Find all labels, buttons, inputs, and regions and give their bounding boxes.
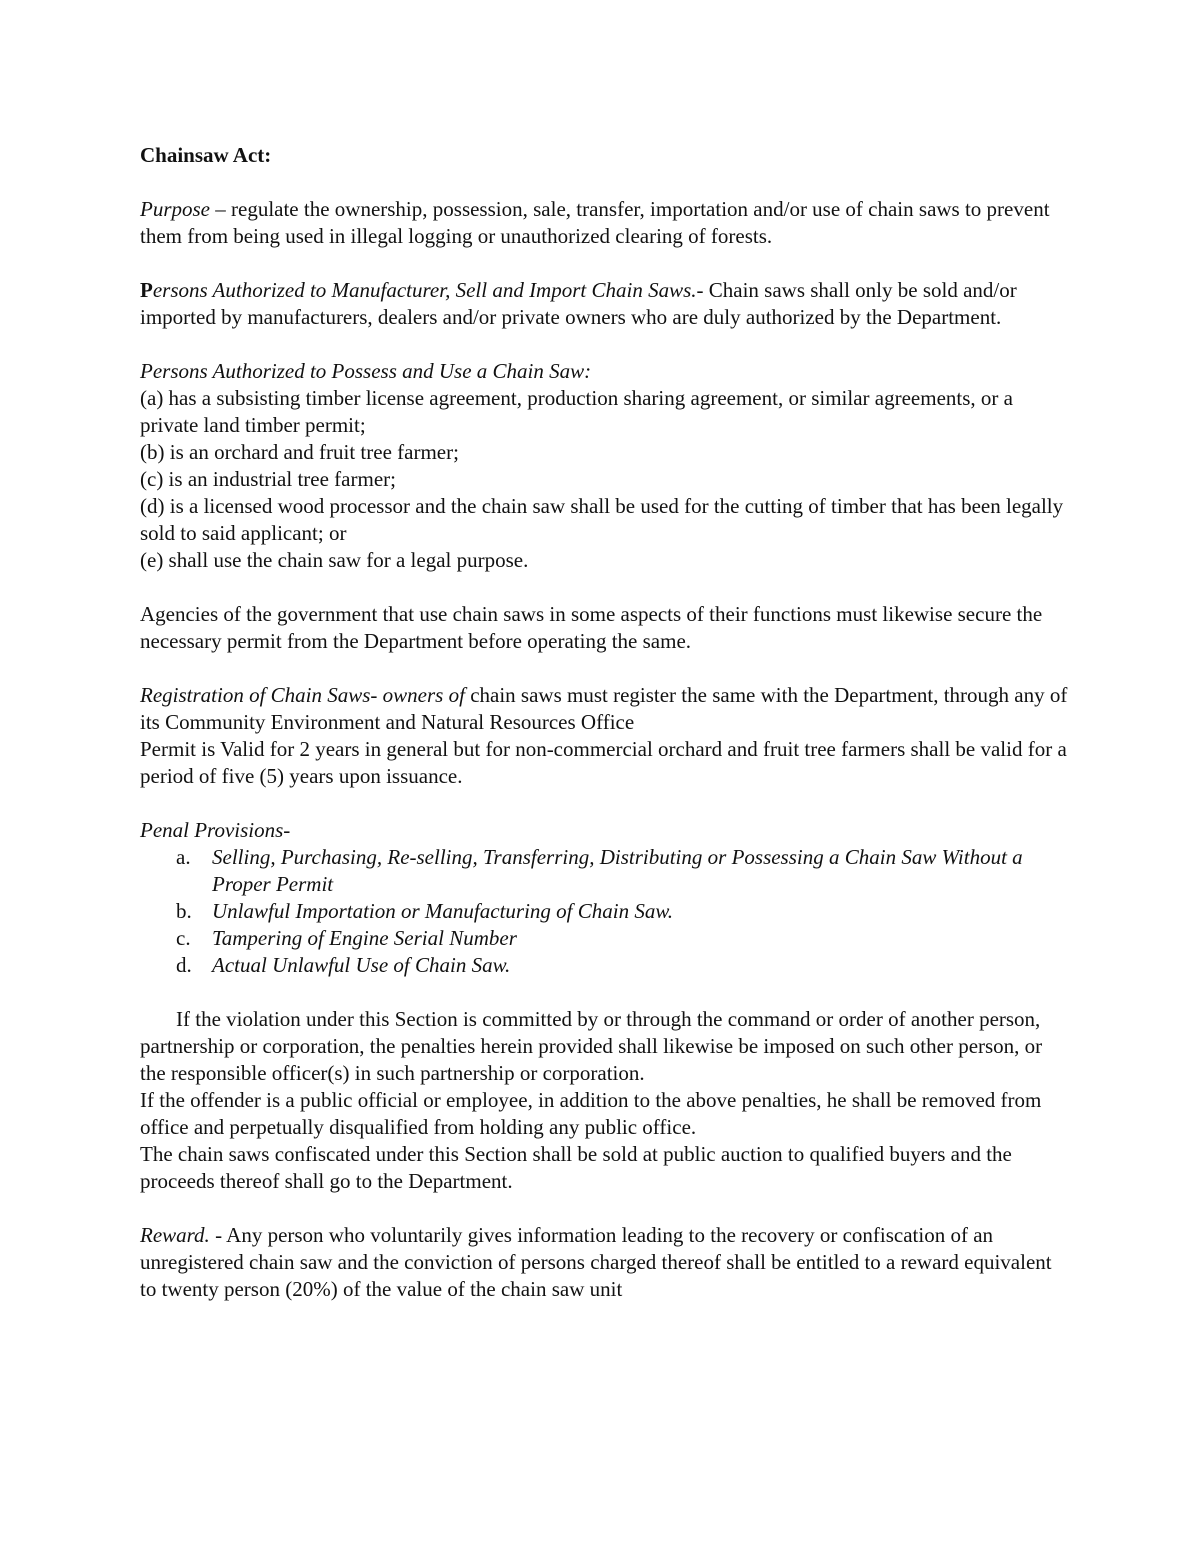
penal-item-text: Unlawful Importation or Manufacturing of Chain Saw. [212, 899, 674, 923]
registration-validity: Permit is Valid for 2 years in general but for non-commercial orchard and fruit tree farmers shall be valid for a period of five (5) years upon issuance. [140, 737, 1067, 788]
penal-item [140, 898, 1070, 925]
manufacturers-text: Chain saws shall only be sold and/or imported by manufacturers, dealers and/or private owners who are duly authorized by the Department. [140, 278, 1017, 329]
purpose-text: regulate the ownership, possession, sale, transfer, importation and/or use of chain saws to prevent them from being used in illegal logging or unauthorized clearing of forests. [140, 197, 1050, 248]
registration-heading: Registration of Chain Saws- owners of [140, 683, 471, 707]
penal-item-text: Actual Unlawful Use of Chain Saw. [212, 953, 511, 977]
document-page [140, 142, 1070, 1330]
possess-heading: Persons Authorized to Possess and Use a Chain Saw: [140, 359, 592, 383]
document-title: Chainsaw Act: [140, 143, 272, 167]
purpose-heading: Purpose [140, 197, 210, 221]
purpose-section [140, 196, 1070, 250]
penal-paragraph-command: If the violation under this Section is committed by or through the command or order of another person, partnership or corporation, the penalties herein provided shall likewise be imposed on such other person, or the responsible officer(s) in such partnership or corporation. [140, 1007, 1043, 1085]
penal-item-marker: b. [176, 899, 192, 923]
penal-section [140, 817, 1070, 1195]
penal-list [140, 844, 1070, 979]
possess-item-d: (d) is a licensed wood processor and the chain saw shall be used for the cutting of timber that has been legally sold to said applicant; or [140, 494, 1064, 545]
purpose-separator: – [210, 197, 231, 221]
penal-item-marker: c. [176, 926, 191, 950]
penal-item-text: Tampering of Engine Serial Number [212, 926, 517, 950]
penal-paragraph-auction: The chain saws confiscated under this Section shall be sold at public auction to qualified buyers and the proceeds thereof shall go to the Department. [140, 1142, 1012, 1193]
possess-section [140, 358, 1070, 574]
registration-section [140, 682, 1070, 790]
registration-text: chain saws must register the same with the Department, through any of its Community Environment and Natural Resources Office [140, 683, 1068, 734]
penal-heading: Penal Provisions- [140, 818, 291, 842]
penal-paragraph-official: If the offender is a public official or employee, in addition to the above penalties, he shall be removed from office and perpetually disqualified from holding any public office. [140, 1088, 1042, 1139]
possess-item-e: (e) shall use the chain saw for a legal purpose. [140, 548, 529, 572]
manufacturers-separator: - [696, 278, 709, 302]
manufacturers-section [140, 277, 1070, 331]
penal-paragraphs [140, 1006, 1070, 1195]
possess-item-c: (c) is an industrial tree farmer; [140, 467, 396, 491]
penal-item-marker: d. [176, 953, 192, 977]
manufacturers-heading: ersons Authorized to Manufacturer, Sell and Import Chain Saws. [152, 278, 697, 302]
penal-item-text: Selling, Purchasing, Re-selling, Transferring, Distributing or Possessing a Chain Saw Without a Proper Permit [212, 845, 1023, 896]
possess-item-b: (b) is an orchard and fruit tree farmer; [140, 440, 459, 464]
reward-heading: Reward. [140, 1223, 210, 1247]
reward-text: - Any person who voluntarily gives information leading to the recovery or confiscation of an unregistered chain saw and the conviction of persons charged thereof shall be entitled to a reward equivalent to twenty person (20%) of the value of the chain saw unit [140, 1223, 1052, 1301]
reward-section [140, 1222, 1070, 1303]
penal-item-marker: a. [176, 845, 191, 869]
manufacturers-heading-initial: P [140, 278, 153, 302]
possess-item-a: (a) has a subsisting timber license agreement, production sharing agreement, or similar agreements, or a private land timber permit; [140, 386, 1013, 437]
agencies-section: Agencies of the government that use chain saws in some aspects of their functions must likewise secure the necessary permit from the Department before operating the same. [140, 602, 1043, 653]
penal-item [140, 844, 1070, 898]
penal-item [140, 925, 1070, 952]
penal-item [140, 952, 1070, 979]
